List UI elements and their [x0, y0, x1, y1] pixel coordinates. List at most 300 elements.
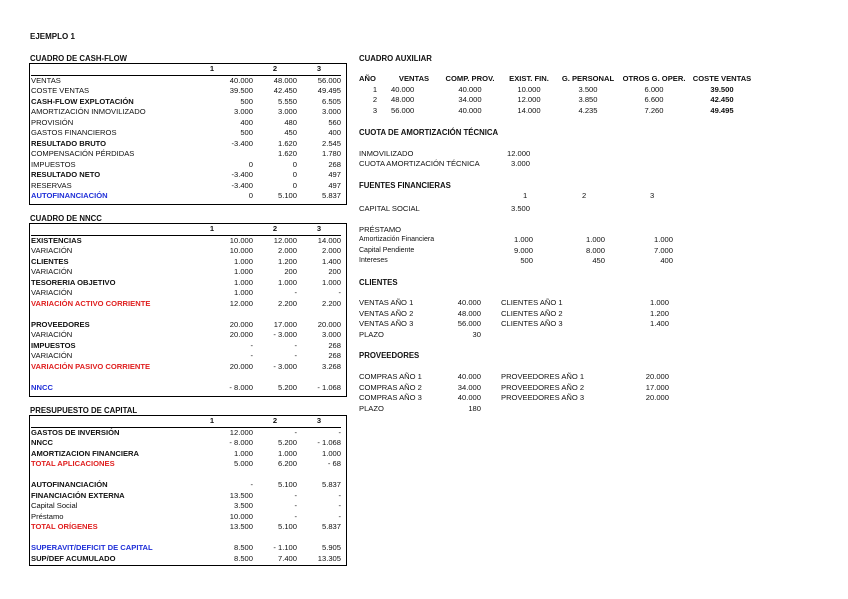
capital-col-3: 3	[297, 416, 341, 427]
nncc-row-value	[297, 372, 341, 383]
nncc-row-value: - 3.000	[273, 361, 297, 371]
capital-row-value: 5.837	[321, 480, 341, 489]
nncc-row-value: 2.000	[321, 246, 341, 255]
capital-row-label: AMORTIZACION FINANCIERA	[31, 448, 139, 458]
cashflow-row-value: 480	[284, 117, 297, 127]
nncc-row-label: VARIACIÓN	[31, 288, 73, 297]
capital-row-label: NNCC	[31, 438, 53, 447]
nncc-row-label: EXISTENCIAS	[31, 235, 82, 245]
auxiliar-table	[359, 74, 757, 116]
clientes-row-label: PLAZO	[359, 329, 384, 339]
clientes-row	[359, 309, 669, 320]
capital-col-1: 1	[171, 416, 253, 427]
cashflow-row-value: 48.000	[273, 75, 297, 85]
capital-row-value: -	[294, 490, 297, 500]
prestamo-row-value: 7.000	[653, 245, 673, 255]
auxiliar-cell: 40.000	[458, 105, 482, 115]
cashflow-row-value	[171, 149, 253, 160]
cashflow-row-value: -3.400	[231, 138, 253, 148]
cashflow-row-label: GASTOS FINANCIEROS	[31, 128, 117, 137]
proveedores-row	[359, 393, 669, 404]
auxiliar-cell: 42.450	[710, 95, 734, 104]
prestamo-row-value: 500	[520, 256, 533, 265]
capital-row-value: 5.100	[277, 522, 297, 531]
cashflow-row-value: 6.505	[321, 96, 341, 106]
cashflow-header-blank	[31, 64, 171, 75]
nncc-header-blank	[31, 224, 171, 235]
capital-row	[31, 449, 341, 460]
nncc-row-label: VARIACIÓN	[31, 330, 73, 339]
nncc-row-value: 2.200	[321, 298, 341, 308]
nncc-row-value: 20.000	[317, 319, 341, 329]
cashflow-row-value: 0	[292, 170, 297, 179]
cashflow-row-label: AUTOFINANCIACIÓN	[31, 191, 108, 200]
cashflow-row-label: AMORTIZACIÓN INMOVILIZADO	[31, 107, 146, 116]
clientes-title: CLIENTES	[359, 278, 398, 287]
nncc-title: CUADRO DE NNCC	[30, 214, 102, 223]
cashflow-row-value: 1.780	[321, 149, 341, 158]
auxiliar-cell: 40.000	[458, 84, 482, 94]
proveedores-row-label2: PROVEEDORES AÑO 2	[501, 382, 585, 392]
prestamo-body	[359, 235, 673, 267]
capital-row	[31, 438, 341, 449]
nncc-row	[31, 383, 341, 394]
auxiliar-header-row	[359, 74, 757, 85]
cashflow-header-row	[31, 64, 341, 75]
auxiliar-header-3: EXIST. FIN.	[509, 74, 549, 83]
nncc-row-value	[171, 309, 253, 320]
nncc-row-value: 1.200	[277, 256, 297, 266]
clientes-row-label2: CLIENTES AÑO 1	[501, 298, 563, 307]
capital-row	[31, 554, 341, 565]
auxiliar-cell: 56.000	[391, 105, 415, 115]
capital-row	[31, 427, 341, 438]
capital-row-value: 1.000	[233, 448, 253, 458]
clientes-row-value2: 1.400	[649, 319, 669, 328]
capital-row-value: - 68	[327, 459, 341, 468]
proveedores-row-value2: 20.000	[645, 393, 669, 402]
auxiliar-cell: 40.000	[391, 84, 415, 94]
cashflow-row-label: PROVISIÓN	[31, 117, 74, 127]
cashflow-row	[31, 160, 341, 171]
nncc-row-value: 20.000	[229, 330, 253, 339]
proveedores-row-label2: PROVEEDORES AÑO 1	[501, 372, 585, 381]
nncc-row	[31, 362, 341, 373]
auxiliar-body	[359, 74, 757, 116]
capital-row-label	[31, 470, 171, 481]
prestamo-label: PRÉSTAMO	[359, 225, 402, 234]
proveedores-row-value: 34.000	[457, 382, 481, 392]
nncc-row-value: 200	[284, 267, 297, 276]
capital-row-label	[31, 533, 171, 544]
proveedores-spacer	[481, 393, 501, 404]
capital-row-value: 5.837	[321, 522, 341, 531]
capital-table	[31, 416, 341, 564]
nncc-row-value: 268	[328, 340, 341, 350]
proveedores-spacer	[481, 404, 501, 415]
proveedores-table	[359, 372, 669, 414]
cashflow-row	[31, 170, 341, 181]
cashflow-row	[31, 107, 341, 118]
capital-row-value: 8.500	[233, 553, 253, 563]
capital-row-value: 6.200	[277, 459, 297, 468]
nncc-row	[31, 372, 341, 383]
prestamo-row-label: Capital Pendiente	[359, 246, 415, 254]
cashflow-row-value: 3.000	[233, 107, 253, 116]
cashflow-row-label: RESULTADO NETO	[31, 170, 101, 179]
auxiliar-cell: 4.235	[578, 105, 598, 115]
proveedores-row-label: PLAZO	[359, 403, 384, 413]
nncc-row	[31, 351, 341, 362]
capital-body	[31, 416, 341, 564]
cashflow-title: CUADRO DE CASH-FLOW	[30, 54, 128, 63]
nncc-row-value: 268	[328, 351, 341, 360]
capital-row	[31, 522, 341, 533]
cashflow-row-value: 5.837	[321, 191, 341, 200]
capital-row	[31, 459, 341, 470]
auxiliar-row	[359, 95, 757, 106]
nncc-row-value: 1.000	[321, 277, 341, 287]
clientes-spacer	[481, 298, 501, 309]
nncc-row-label: VARIACIÓN ACTIVO CORRIENTE	[31, 298, 151, 308]
cashflow-row-value: 1.620	[277, 138, 297, 148]
proveedores-title: PROVEEDORES	[359, 351, 420, 360]
nncc-row-value	[171, 372, 253, 383]
capital-row-value: -	[294, 427, 297, 437]
clientes-row-value: 48.000	[457, 308, 481, 318]
nncc-row-value	[253, 372, 297, 383]
capital-title: PRESUPUESTO DE CAPITAL	[30, 406, 138, 415]
nncc-row	[31, 330, 341, 341]
nncc-row	[31, 299, 341, 310]
nncc-row-label: VARIACIÓN	[31, 267, 73, 276]
prestamo-row	[359, 256, 673, 267]
proveedores-row-value2: 20.000	[645, 372, 669, 381]
auxiliar-cell: 10.000	[517, 84, 541, 94]
clientes-row-label: VENTAS AÑO 2	[359, 308, 414, 318]
cashflow-row-label: COMPENSACIÓN PÉRDIDAS	[31, 149, 135, 158]
nncc-row-value: 12.000	[229, 298, 253, 308]
prestamo-row-value: 8.000	[585, 245, 605, 255]
prestamo-row-value: 450	[592, 256, 605, 265]
nncc-col-2: 2	[253, 224, 297, 235]
proveedores-spacer	[481, 372, 501, 383]
capital-row-value: 8.500	[233, 543, 253, 552]
proveedores-row-label2: PROVEEDORES AÑO 3	[501, 393, 585, 402]
cashflow-row-value: 5.100	[277, 191, 297, 200]
prestamo-row-value: 1.000	[513, 235, 533, 244]
capital-row-value: 1.000	[321, 448, 341, 458]
capital-row-label: GASTOS DE INVERSIÓN	[31, 427, 120, 437]
capital-social-value: 3.500	[511, 204, 531, 213]
cuota-label: CUOTA AMORTIZACIÓN TÉCNICA	[359, 159, 480, 168]
auxiliar-cell: 6.600	[644, 95, 664, 104]
nncc-row-label: VARIACIÓN	[31, 351, 73, 360]
nncc-row-value	[297, 309, 341, 320]
capital-row-value	[171, 470, 253, 481]
capital-row-value	[171, 533, 253, 544]
cashflow-row-label: CASH-FLOW EXPLOTACIÓN	[31, 96, 134, 106]
cashflow-row	[31, 191, 341, 202]
nncc-row-value: -	[294, 288, 297, 297]
nncc-row-value: 1.000	[233, 277, 253, 287]
nncc-row-value: 1.000	[277, 277, 297, 287]
auxiliar-cell: 48.000	[391, 95, 415, 104]
capital-row-value: -	[338, 427, 341, 437]
cashflow-row-value: 0	[292, 159, 297, 169]
nncc-row-value: 1.400	[321, 256, 341, 266]
cashflow-row-value: -3.400	[231, 170, 253, 179]
fuentes-col-3: 3	[650, 191, 655, 200]
nncc-row	[31, 288, 341, 299]
nncc-row	[31, 246, 341, 257]
nncc-row-label: PROVEEDORES	[31, 319, 90, 329]
capital-row-value: -	[294, 511, 297, 521]
prestamo-row-label: Intereses	[359, 257, 388, 264]
clientes-body	[359, 298, 669, 340]
prestamo-table	[359, 235, 673, 267]
capital-row	[31, 543, 341, 554]
cashflow-row-value: 0	[248, 159, 253, 169]
clientes-spacer	[481, 309, 501, 320]
capital-row-value: -	[294, 501, 297, 510]
proveedores-row	[359, 404, 669, 415]
proveedores-row-value2: 17.000	[645, 382, 669, 392]
prestamo-row	[359, 246, 673, 257]
nncc-row-label: IMPUESTOS	[31, 340, 76, 350]
nncc-row-label: VARIACIÓN PASIVO CORRIENTE	[31, 361, 151, 371]
proveedores-row-label: COMPRAS AÑO 3	[359, 393, 422, 402]
cashflow-row-value: 497	[328, 180, 341, 190]
nncc-row-value: - 8.000	[229, 382, 253, 392]
nncc-row-label: VARIACIÓN	[31, 246, 73, 255]
cashflow-body	[31, 64, 341, 202]
cashflow-row-value: 42.450	[273, 86, 297, 95]
capital-row-value: 12.000	[229, 427, 253, 437]
nncc-row-label	[31, 309, 171, 320]
auxiliar-cell: 49.495	[710, 105, 734, 115]
capital-row-label: TOTAL APLICACIONES	[31, 459, 115, 468]
proveedores-row-label2	[501, 404, 621, 415]
nncc-row-value: -	[294, 351, 297, 360]
nncc-row-value: 20.000	[229, 319, 253, 329]
capital-row-value: -	[338, 490, 341, 500]
capital-row-value: 7.400	[277, 553, 297, 563]
capital-row-value: -	[338, 501, 341, 510]
capital-row-value: 5.000	[233, 459, 253, 468]
fuentes-col-1: 1	[523, 191, 528, 200]
cashflow-row-value: 40.000	[229, 75, 253, 85]
nncc-row-value: -	[250, 340, 253, 350]
auxiliar-row	[359, 85, 757, 96]
prestamo-row-value: 1.000	[585, 235, 605, 244]
inmovilizado-value: 12.000	[507, 149, 531, 158]
capital-row-value	[253, 470, 297, 481]
auxiliar-cell: 3.850	[578, 95, 598, 104]
clientes-row-label: VENTAS AÑO 1	[359, 298, 414, 307]
auxiliar-cell: 34.000	[458, 95, 482, 104]
auxiliar-cell: 1	[372, 84, 378, 94]
cashflow-row	[31, 118, 341, 129]
fuentes-title: FUENTES FINANCIERAS	[359, 181, 451, 190]
cashflow-row-value: 500	[240, 128, 253, 137]
capital-row-value: -	[338, 511, 341, 521]
capital-row	[31, 470, 341, 481]
capital-row-label: FINANCIACIÓN EXTERNA	[31, 490, 125, 500]
capital-row-value: 5.100	[277, 480, 297, 489]
cashflow-row-value: 450	[284, 128, 297, 137]
nncc-row-value	[253, 309, 297, 320]
nncc-row-value: 10.000	[229, 235, 253, 245]
nncc-row-value: 3.268	[321, 361, 341, 371]
cashflow-row	[31, 128, 341, 139]
auxiliar-cell: 14.000	[517, 105, 541, 115]
fuentes-col-2: 2	[582, 191, 587, 200]
nncc-header-row	[31, 224, 341, 235]
cashflow-row-value: 0	[292, 180, 297, 190]
nncc-row	[31, 257, 341, 268]
clientes-row	[359, 330, 669, 341]
nncc-row-value: 14.000	[317, 235, 341, 245]
auxiliar-cell: 3	[372, 105, 378, 115]
cashflow-row	[31, 75, 341, 86]
auxiliar-cell: 39.500	[710, 84, 734, 94]
nncc-row-label: NNCC	[31, 382, 53, 392]
cashflow-col-1: 1	[171, 64, 253, 75]
prestamo-row-value: 400	[660, 256, 673, 265]
auxiliar-cell: 6.000	[644, 84, 664, 94]
cashflow-row-value: 1.620	[277, 149, 297, 158]
capital-row-value	[297, 533, 341, 544]
nncc-row-value: 17.000	[273, 319, 297, 329]
prestamo-row-value: 1.000	[653, 235, 673, 244]
capital-row	[31, 491, 341, 502]
nncc-row-value: 2.200	[277, 298, 297, 308]
auxiliar-row	[359, 106, 757, 117]
nncc-row-value: 1.000	[233, 256, 253, 266]
clientes-row	[359, 298, 669, 309]
proveedores-row-value2	[621, 404, 669, 415]
clientes-row-value: 40.000	[457, 298, 481, 307]
capital-header-blank	[31, 416, 171, 427]
nncc-row-value: - 1.068	[317, 382, 341, 392]
auxiliar-cell: 2	[372, 95, 378, 104]
capital-row-value	[297, 470, 341, 481]
nncc-row-value: 2.000	[277, 246, 297, 255]
nncc-row-value: 5.200	[277, 382, 297, 392]
cashflow-row-value: 560	[328, 117, 341, 127]
capital-row-value: - 8.000	[229, 438, 253, 447]
cashflow-row-value: 2.545	[321, 138, 341, 148]
capital-row-value: 13.305	[317, 553, 341, 563]
proveedores-row-value: 40.000	[457, 393, 481, 402]
nncc-row	[31, 267, 341, 278]
nncc-col-1: 1	[171, 224, 253, 235]
clientes-row-value2: 1.000	[649, 298, 669, 307]
nncc-row-value: 1.000	[233, 288, 253, 297]
clientes-row-value: 56.000	[457, 319, 481, 328]
inmovilizado-label: INMOVILIZADO	[359, 149, 414, 158]
capital-row-value: 5.200	[277, 438, 297, 447]
proveedores-row	[359, 372, 669, 383]
nncc-row	[31, 235, 341, 246]
cashflow-row-value: 500	[240, 96, 253, 106]
nncc-body	[31, 224, 341, 393]
capital-row-label: SUPERAVIT/DEFICIT DE CAPITAL	[31, 543, 153, 552]
nncc-row-value: 20.000	[229, 361, 253, 371]
capital-header-row	[31, 416, 341, 427]
nncc-row	[31, 278, 341, 289]
sheet-heading: EJEMPLO 1	[30, 32, 75, 41]
proveedores-spacer	[481, 383, 501, 394]
nncc-row-label: CLIENTES	[31, 256, 69, 266]
clientes-row-value2	[621, 330, 669, 341]
clientes-row	[359, 319, 669, 330]
cashflow-table	[31, 64, 341, 202]
clientes-row-label: VENTAS AÑO 3	[359, 319, 414, 328]
capital-row-label: Capital Social	[31, 501, 78, 510]
prestamo-row	[359, 235, 673, 246]
capital-row-value: 13.500	[229, 522, 253, 531]
cashflow-row-value: 39.500	[229, 86, 253, 95]
cashflow-row	[31, 97, 341, 108]
cashflow-row	[31, 139, 341, 150]
nncc-row-value: -	[338, 288, 341, 297]
proveedores-row-value: 40.000	[457, 372, 481, 381]
cashflow-row-label: VENTAS	[31, 75, 61, 85]
cashflow-row-label: RESERVAS	[31, 180, 72, 190]
cashflow-row-value: -3.400	[231, 180, 253, 190]
proveedores-row-value: 180	[468, 403, 481, 413]
nncc-row-value: 1.000	[233, 267, 253, 276]
nncc-row-value: 3.000	[321, 330, 341, 339]
cashflow-row-label: COSTE VENTAS	[31, 86, 90, 95]
cashflow-row-value: 497	[328, 170, 341, 179]
proveedores-row-label: COMPRAS AÑO 2	[359, 382, 422, 392]
cuota-value: 3.000	[511, 159, 531, 168]
cashflow-row	[31, 149, 341, 160]
prestamo-row-value: 9.000	[513, 245, 533, 255]
clientes-table	[359, 298, 669, 340]
auxiliar-cell: 12.000	[517, 95, 541, 104]
cashflow-row-value: 400	[240, 117, 253, 127]
nncc-row-label: TESORERIA OBJETIVO	[31, 277, 116, 287]
prestamo-row-label: Amortización Financiera	[359, 236, 435, 243]
cashflow-row-value: 56.000	[317, 75, 341, 85]
nncc-col-3: 3	[297, 224, 341, 235]
cashflow-row-value: 3.000	[277, 107, 297, 116]
auxiliar-header-6: COSTE VENTAS	[692, 74, 752, 83]
capital-row	[31, 533, 341, 544]
capital-row-value	[253, 533, 297, 544]
capital-row-value: 10.000	[229, 511, 253, 521]
capital-row-value: 3.500	[233, 501, 253, 510]
auxiliar-cell: 7.260	[644, 105, 664, 115]
cashflow-row	[31, 86, 341, 97]
cashflow-row-label: RESULTADO BRUTO	[31, 138, 107, 148]
clientes-spacer	[481, 319, 501, 330]
nncc-row-value: -	[294, 340, 297, 350]
clientes-row-label2: CLIENTES AÑO 3	[501, 319, 563, 328]
cashflow-col-3: 3	[297, 64, 341, 75]
nncc-row-label	[31, 372, 171, 383]
capital-row-label: TOTAL ORÍGENES	[31, 522, 98, 531]
cashflow-row-value: 400	[328, 128, 341, 137]
capital-row-value: 5.905	[321, 543, 341, 552]
cashflow-row	[31, 181, 341, 192]
proveedores-row	[359, 383, 669, 394]
nncc-row	[31, 341, 341, 352]
